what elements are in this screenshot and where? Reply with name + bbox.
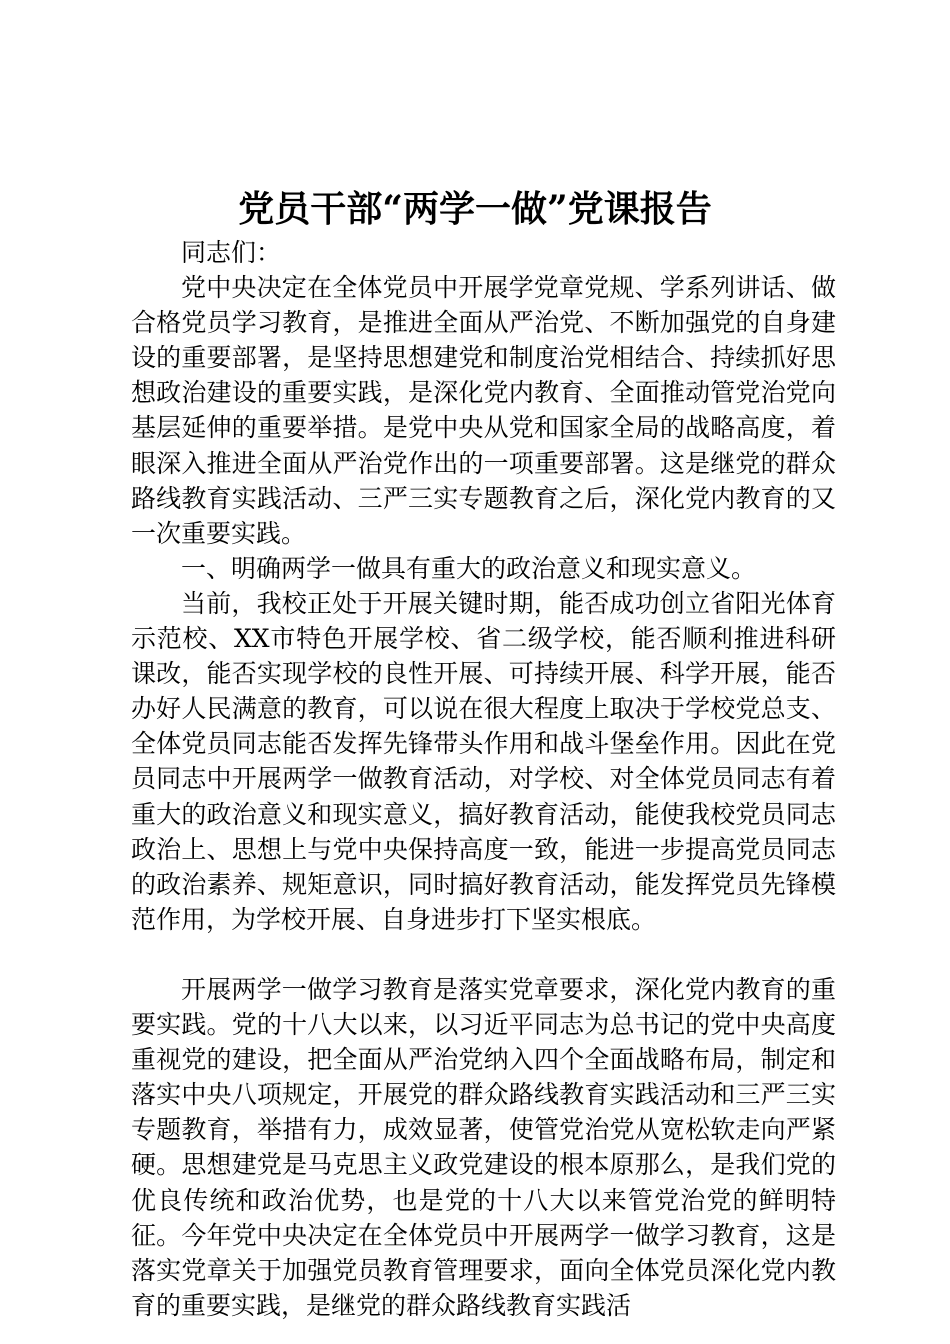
section-heading: 一、明确两学一做具有重大的政治意义和现实意义。 — [181, 553, 757, 583]
blank-line — [131, 937, 836, 972]
paragraph: 党中央决定在全体党员中开展学党章党规、学系列讲话、做合格党员学习教育，是推进全面从严治党、不断加强党的自身建设的重要部署，是坚持思想建党和制度治党相结合、持续抓好思想政治建设的重要实践，是深化党内教育、全面推动管党治党向基层延伸的重要举措。是党中央从党和国家全局的战略高度，着眼深入推进全面从严治党作出的一项重要部署。这是继党的群众路线教育实践活动、三严三实专题教育之后，深化党内教育的又一次重要实践。 — [131, 273, 836, 548]
salutation: 同志们： — [181, 238, 282, 267]
paragraph: 开展两学一做学习教育是落实党章要求，深化党内教育的重要实践。党的十八大以来，以习近平同志为总书记的党中央高度重视党的建设，把全面从严治党纳入四个全面战略布局，制定和落实中央八项规定，开展党的群众路线教育实践活动和三严三实专题教育，举措有力，成效显著，使管党治党从宽松软走向严紧硬。思想建党是马克思主义政党建设的根本原那么，是我们党的优良传统和政治优势，也是党的十八大以来管党治党的鲜明特征。今年党中央决定在全体党员中开展两学一做学习教育，这是落实党章关于加强党员教育管理要求，面向全体党员深化党内教育的重要实践，是继党的群众路线教育实践活 — [131, 974, 836, 1320]
document-body — [131, 235, 836, 1323]
paragraph: 当前，我校正处于开展关键时期，能否成功创立省阳光体育示范校、XX市特色开展学校、省二级学校，能否顺利推进科研课改，能否实现学校的良性开展、可持续开展、科学开展，能否办好人民满意的教育，可以说在很大程度上取决于学校党总支、全体党员同志能否发挥先锋带头作用和战斗堡垒作用。因此在党员同志中开展两学一做教育活动，对学校、对全体党员同志有着重大的政治意义和现实意义，搞好教育活动，能使我校党员同志政治上、思想上与党中央保持高度一致，能进一步提高党员同志的政治素养、规矩意识，同时搞好教育活动，能发挥党员先锋模范作用，为学校开展、自身进步打下坚实根底。 — [131, 588, 836, 934]
document-title: 党员干部“两学一做”党课报告 — [238, 188, 712, 230]
